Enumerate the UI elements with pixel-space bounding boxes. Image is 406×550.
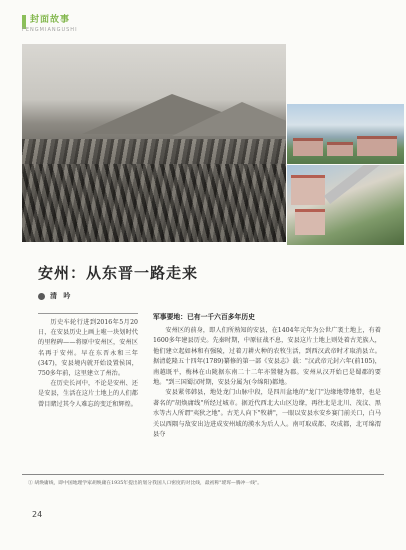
footnote: ① 胡焕庸线，即中国地理学家胡焕庸在1935年提出的划分我国人口密度的对比线，最初称"瑷珲—腾冲一线"。 (28, 481, 263, 486)
body-paragraph: 安州区的前身，即人们所熟知的安县，在1404年元年为公世广袤土地上，有着1600多年建县历史。先秦时期，中原征战不息，安县这片土地上则处着古羌族人，他们建立起如林和有强陵，过着刀耕火种的农牧生活，到西汉武帝时才取消县立。据清乾隆五十四年(1789)纂修的第一部《安县志》载："汉武帝元封六年(前105)，南越既平，梅林在山陇据东南二十二年亦置犍为郡。安州从汉开始已是蜀郡的要地。"到三国蜀汉时期，安县分属为(今绵阳)都地。 (153, 327, 381, 387)
photo-mountain-2 (172, 102, 286, 136)
photo-building (291, 175, 325, 205)
modern-campus-photo (287, 104, 404, 164)
abstract-paragraph: 历史车轮行进到2016年5月20日，在安县历史上画上啦一块划时代的里程碑——将原中安州区，安州区名再于安州。早在东晋永和三年(347)，安县境内就开始设置侯国，750多年前，这里建立了州治。 (38, 319, 138, 378)
author-bullet-icon (38, 293, 45, 300)
photo-building (327, 142, 353, 156)
body-paragraph: 安县紧邻韩县，地处龙门山脉中段，是四川盆地的"龙门"边缘地带地带，也是著名的"胡焕庸线"所经过城市。据近代西北大山区边缘，再往北是北川、茂汶、黑水等古人所谓"夷狄之地"。古羌人向下"牧耕"，一眼以安县水安乡赛门前关口，白马关以西隅与敌安出边进成安州域的漢水为后人人。南可取成都、攻成都，北可绵渭县夺 (153, 389, 381, 439)
photo-building (357, 136, 397, 156)
article-abstract (38, 318, 138, 410)
section-heading: 军事要地：已有一千六百多年历史 (153, 313, 255, 321)
photo-building (295, 209, 325, 235)
page-number: 24 (32, 510, 43, 519)
modern-city-photo (287, 165, 404, 245)
abstract-paragraph: 在历史长河中，不论是安州、还是安县，生活在这片土地上的人们都曾目睹过其令人难忘的变迁和辉煌。 (38, 380, 138, 408)
footnote-divider (22, 474, 384, 475)
photo-rooftops-2 (22, 164, 286, 242)
article-title: 安州：从东晋一路走来 (38, 264, 199, 282)
section-title: 封面故事 (30, 15, 71, 25)
author-name: 清 吟 (50, 291, 73, 300)
section-subtitle: FENGMIANGUSHI (22, 27, 78, 33)
photo-building (293, 138, 323, 156)
article-body (153, 311, 381, 440)
abstract-divider (38, 313, 138, 314)
author-line (38, 291, 72, 301)
photo-road (324, 165, 404, 204)
historic-town-photo (22, 44, 286, 242)
